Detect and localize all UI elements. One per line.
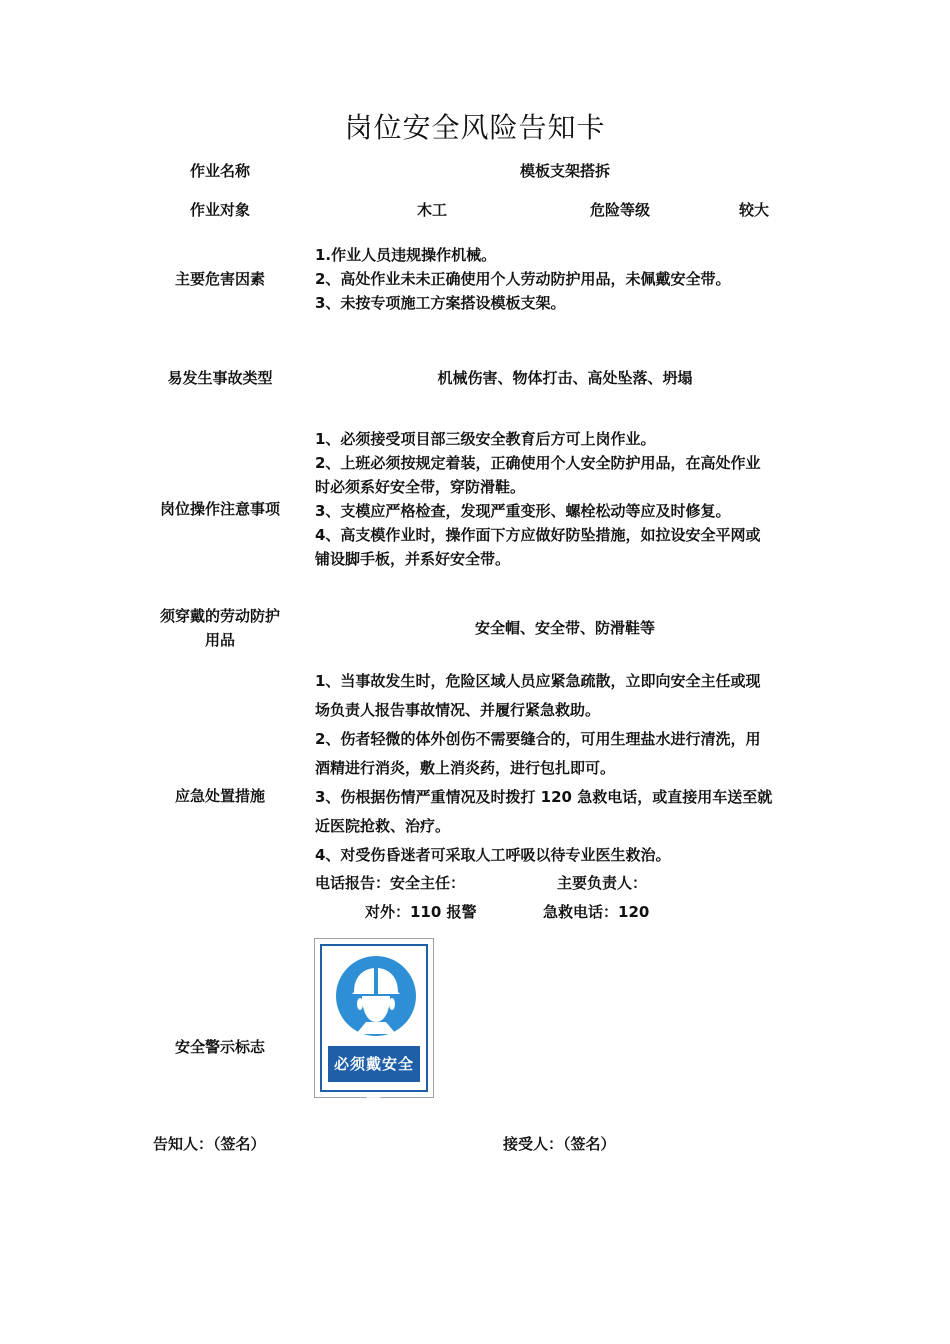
hazards-list — [315, 243, 825, 315]
precaution-line: 1、必须接受项目部三级安全教育后方可上岗作业。 — [315, 430, 656, 448]
emergency-label: 应急处置措施 — [174, 787, 265, 805]
accident-types-label: 易发生事故类型 — [167, 369, 273, 387]
page-title: 岗位安全风险告知卡 — [344, 111, 606, 144]
ppe-label-line: 用品 — [204, 631, 235, 649]
sign-caption: 必须戴安全帽 — [328, 1046, 420, 1082]
precaution-line: 时必须系好安全带，穿防滑鞋。 — [315, 478, 526, 496]
precaution-line: 3、支模应严格检查，发现严重变形、螺栓松动等应及时修复。 — [315, 502, 731, 520]
receiver-signature: 接受人：（签名） — [503, 1135, 616, 1153]
hazard-item: 2、高处作业未未正确使用个人劳动防护用品，未佩戴安全带。 — [315, 270, 731, 288]
risk-level-label: 危险等级 — [589, 201, 650, 219]
phone-report: 电话报告：安全主任： — [315, 874, 466, 892]
emergency-line: 近医院抢救、治疗。 — [315, 817, 451, 835]
hazards-label: 主要危害因素 — [174, 270, 265, 288]
external-phone: 对外：110 报警 — [365, 903, 477, 921]
emergency-line: 2、伤者轻微的体外创伤不需要缝合的，可用生理盐水进行清洗，用 — [315, 730, 761, 748]
helmet-warning-sign — [314, 938, 434, 1109]
precaution-line: 4、高支模作业时，操作面下方应做好防坠措施，如拉设安全平网或 — [315, 526, 761, 544]
emergency-line: 场负责人报告事故情况、并履行紧急救助。 — [315, 701, 601, 719]
precautions-label: 岗位操作注意事项 — [159, 500, 280, 518]
ppe-value: 安全帽、安全带、防滑鞋等 — [474, 619, 655, 637]
ppe-label — [140, 604, 300, 652]
emergency-line: 1、当事故发生时，危险区域人员应紧急疏散，立即向安全主任或现 — [315, 672, 761, 690]
emergency-text — [315, 667, 825, 870]
ppe-label-line: 须穿戴的劳动防护 — [159, 607, 280, 625]
warning-sign-label: 安全警示标志 — [174, 1038, 265, 1056]
main-person: 主要负责人： — [557, 874, 648, 892]
job-name-label: 作业名称 — [189, 162, 250, 180]
risk-level-value: 较大 — [738, 201, 769, 219]
job-target-label: 作业对象 — [189, 201, 250, 219]
job-name-value: 模板支架搭拆 — [519, 162, 610, 180]
emergency-line: 4、对受伤昏迷者可采取人工呼吸以待专业医生救治。 — [315, 846, 671, 864]
helmet-icon — [336, 956, 416, 1036]
hazard-item: 3、未按专项施工方案搭设模板支架。 — [315, 294, 566, 312]
emergency-line: 酒精进行消炎，敷上消炎药，进行包扎即可。 — [315, 759, 616, 777]
accident-types-value: 机械伤害、物体打击、高处坠落、坍塌 — [437, 369, 693, 387]
precaution-line: 2、上班必须按规定着装，正确使用个人安全防护用品，在高处作业 — [315, 454, 761, 472]
job-target-value: 木工 — [416, 201, 447, 219]
emergency-line: 3、伤根据伤情严重情况及时拨打 120 急救电话，或直接用车送至就 — [315, 788, 773, 806]
notifier-signature: 告知人：（签名） — [153, 1135, 266, 1153]
precautions-text — [315, 427, 825, 571]
first-aid-phone: 急救电话：120 — [543, 903, 650, 921]
hazard-item: 1.作业人员违规操作机械。 — [315, 246, 497, 264]
precaution-line: 铺设脚手板，并系好安全带。 — [315, 550, 511, 568]
